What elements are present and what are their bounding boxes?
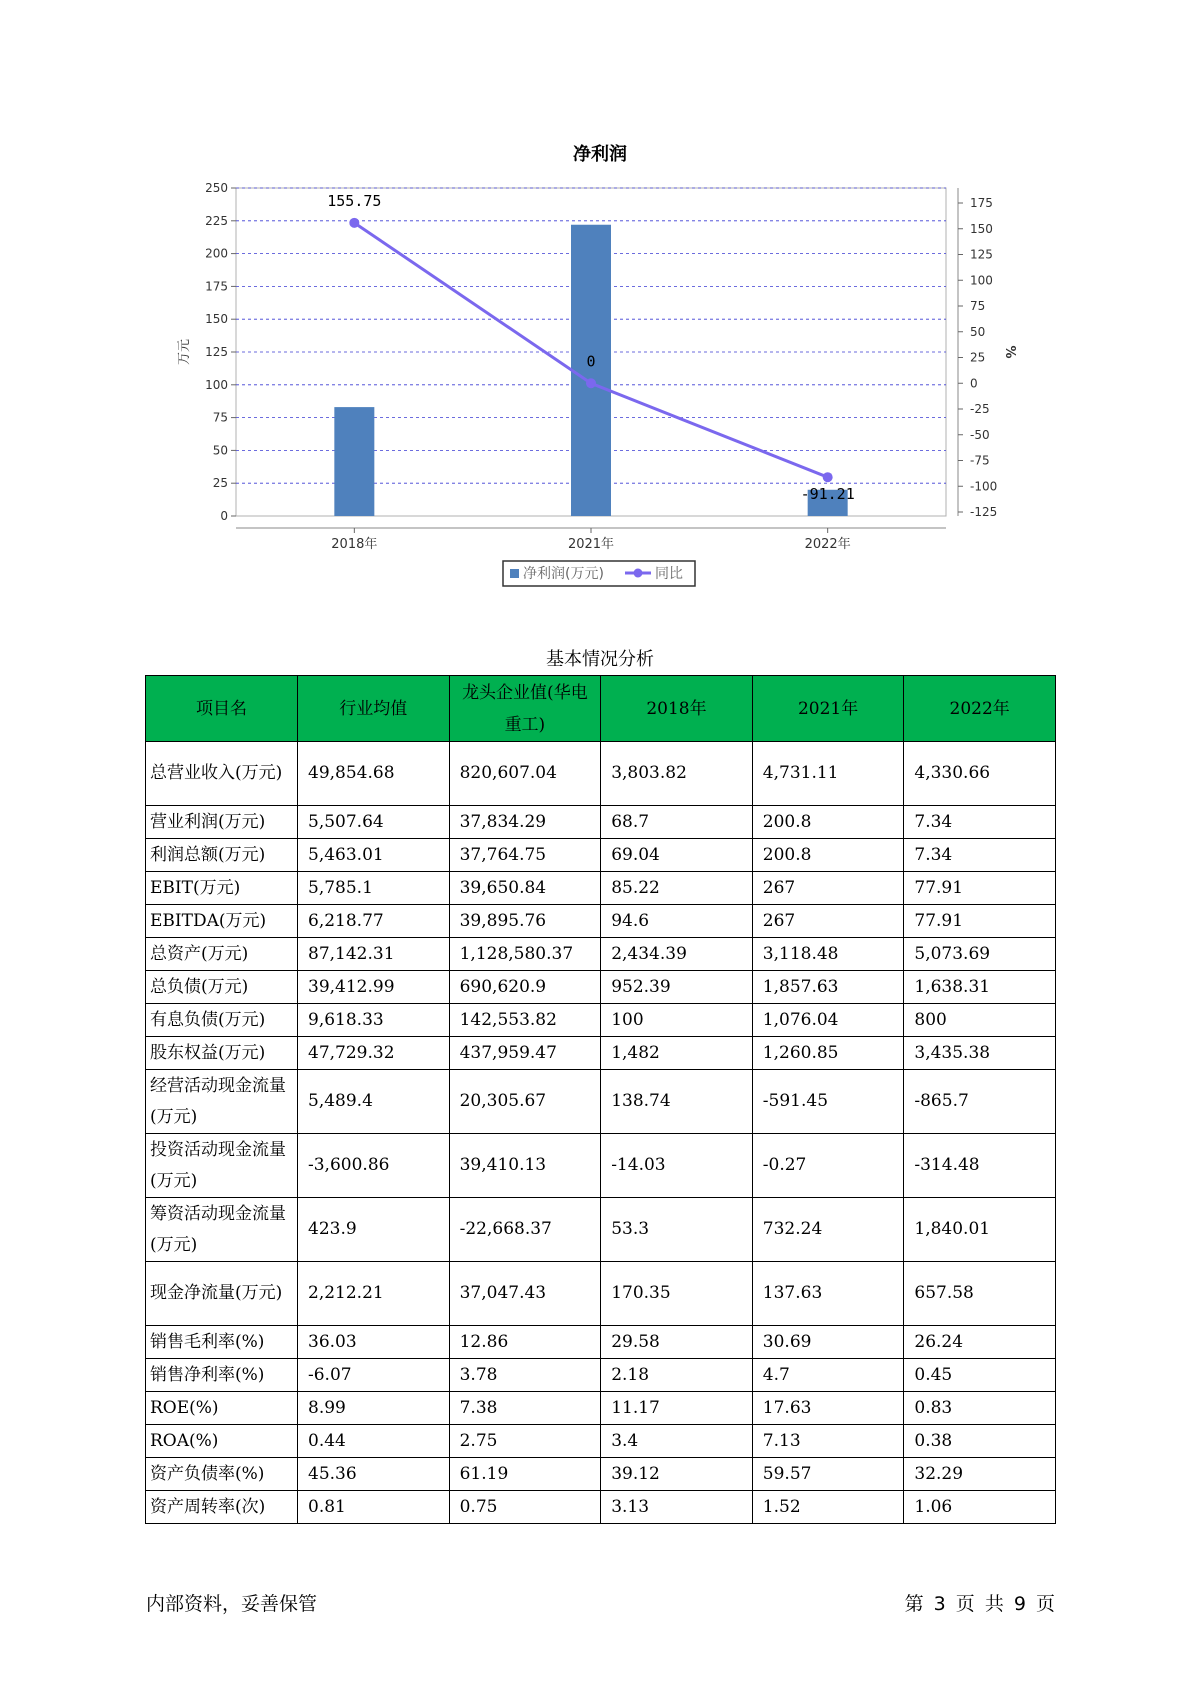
line-point: [586, 378, 596, 388]
value-cell: 39,410.13: [449, 1134, 601, 1198]
value-cell: 0.83: [904, 1392, 1056, 1425]
table-row: [146, 1037, 1056, 1070]
legend-swatch-bar: [510, 569, 519, 578]
value-cell: 267: [752, 905, 904, 938]
value-cell: 26.24: [904, 1326, 1056, 1359]
value-cell: 37,047.43: [449, 1262, 601, 1326]
value-cell: 12.86: [449, 1326, 601, 1359]
value-cell: 5,463.01: [298, 839, 450, 872]
value-cell: 3.4: [601, 1425, 753, 1458]
value-cell: 20,305.67: [449, 1070, 601, 1134]
y-axis-title: 万元: [177, 338, 192, 366]
table-row: [146, 1070, 1056, 1134]
value-cell: 732.24: [752, 1198, 904, 1262]
value-cell: 0.75: [449, 1491, 601, 1524]
data-label: -91.21: [800, 485, 855, 504]
bar: [334, 407, 374, 516]
right-tick-label: 50: [970, 324, 986, 339]
value-cell: 37,834.29: [449, 806, 601, 839]
table-row: [146, 1491, 1056, 1524]
x-tick-label: 2021年: [567, 537, 615, 552]
table-row: [146, 971, 1056, 1004]
header-leader-value: 龙头企业值(华电重工): [449, 676, 601, 742]
left-tick-label: 75: [212, 410, 228, 425]
table-row: [146, 742, 1056, 806]
value-cell: 952.39: [601, 971, 753, 1004]
data-label: 0: [586, 352, 596, 371]
value-cell: 7.34: [904, 806, 1056, 839]
value-cell: 9,618.33: [298, 1004, 450, 1037]
table-row: [146, 938, 1056, 971]
row-label-cell: 总营业收入(万元): [146, 742, 298, 806]
value-cell: 657.58: [904, 1262, 1056, 1326]
value-cell: -3,600.86: [298, 1134, 450, 1198]
value-cell: 2.18: [601, 1359, 753, 1392]
right-tick-label: 75: [970, 299, 986, 313]
value-cell: 47,729.32: [298, 1037, 450, 1070]
right-tick-label: -50: [970, 427, 990, 442]
value-cell: 0.45: [904, 1359, 1056, 1392]
right-tick-label: 100: [970, 273, 993, 288]
row-label-cell: ROE(%): [146, 1392, 298, 1425]
value-cell: 800: [904, 1004, 1056, 1037]
table-row: [146, 905, 1056, 938]
table-row: [146, 1004, 1056, 1037]
value-cell: 267: [752, 872, 904, 905]
value-cell: 68.7: [601, 806, 753, 839]
value-cell: 4,731.11: [752, 742, 904, 806]
value-cell: 7.34: [904, 839, 1056, 872]
value-cell: 39,895.76: [449, 905, 601, 938]
header-industry-avg: 行业均值: [298, 676, 450, 742]
right-tick-label: 125: [970, 247, 993, 262]
left-tick-label: 250: [205, 181, 228, 195]
x-tick-label: 2022年: [804, 537, 851, 552]
y2-axis-title: %: [1002, 345, 1017, 359]
value-cell: 437,959.47: [449, 1037, 601, 1070]
value-cell: -591.45: [752, 1070, 904, 1134]
chart-title: 净利润: [573, 144, 627, 165]
value-cell: 3,803.82: [601, 742, 753, 806]
value-cell: -14.03: [601, 1134, 753, 1198]
right-tick-label: 25: [970, 350, 986, 365]
value-cell: 1.52: [752, 1491, 904, 1524]
header-year-2021: 2021年: [752, 676, 904, 742]
value-cell: 2,434.39: [601, 938, 753, 971]
row-label-cell: 总负债(万元): [146, 971, 298, 1004]
value-cell: 77.91: [904, 872, 1056, 905]
left-tick-label: 225: [205, 213, 228, 228]
value-cell: 3.78: [449, 1359, 601, 1392]
right-tick-label: 175: [970, 196, 993, 210]
row-label-cell: 投资活动现金流量(万元): [146, 1134, 298, 1198]
value-cell: 7.38: [449, 1392, 601, 1425]
value-cell: -865.7: [904, 1070, 1056, 1134]
value-cell: 45.36: [298, 1458, 450, 1491]
value-cell: 2.75: [449, 1425, 601, 1458]
right-tick-label: 150: [970, 221, 993, 236]
value-cell: 200.8: [752, 839, 904, 872]
value-cell: 142,553.82: [449, 1004, 601, 1037]
bar: [571, 225, 611, 516]
value-cell: 200.8: [752, 806, 904, 839]
row-label-cell: 总资产(万元): [146, 938, 298, 971]
header-year-2018: 2018年: [601, 676, 753, 742]
value-cell: 690,620.9: [449, 971, 601, 1004]
value-cell: 85.22: [601, 872, 753, 905]
value-cell: 1,076.04: [752, 1004, 904, 1037]
table-row: [146, 1359, 1056, 1392]
data-label: 155.75: [327, 191, 382, 210]
value-cell: 69.04: [601, 839, 753, 872]
table-row: [146, 1458, 1056, 1491]
row-label-cell: 现金净流量(万元): [146, 1262, 298, 1326]
value-cell: 423.9: [298, 1198, 450, 1262]
value-cell: 138.74: [601, 1070, 753, 1134]
value-cell: 39,412.99: [298, 971, 450, 1004]
value-cell: 36.03: [298, 1326, 450, 1359]
table-row: [146, 1262, 1056, 1326]
basic-analysis-table: [145, 675, 1056, 1524]
value-cell: 0.38: [904, 1425, 1056, 1458]
net-profit-chart: [0, 0, 1191, 600]
legend-swatch-dot: [634, 569, 643, 578]
value-cell: 49,854.68: [298, 742, 450, 806]
value-cell: 39,650.84: [449, 872, 601, 905]
left-tick-label: 0: [220, 509, 228, 523]
table-row: [146, 806, 1056, 839]
value-cell: 6,218.77: [298, 905, 450, 938]
right-tick-label: -75: [970, 453, 990, 468]
value-cell: -22,668.37: [449, 1198, 601, 1262]
value-cell: 1,128,580.37: [449, 938, 601, 971]
table-row: [146, 1392, 1056, 1425]
row-label-cell: EBIT(万元): [146, 872, 298, 905]
value-cell: 7.13: [752, 1425, 904, 1458]
row-label-cell: ROA(%): [146, 1425, 298, 1458]
value-cell: 3,435.38: [904, 1037, 1056, 1070]
legend-label-bar: 净利润(万元): [523, 566, 604, 582]
value-cell: 11.17: [601, 1392, 753, 1425]
value-cell: 1,638.31: [904, 971, 1056, 1004]
value-cell: 100: [601, 1004, 753, 1037]
row-label-cell: 筹资活动现金流量(万元): [146, 1198, 298, 1262]
left-tick-label: 50: [212, 443, 228, 458]
value-cell: 53.3: [601, 1198, 753, 1262]
table-row: [146, 1425, 1056, 1458]
row-label-cell: 资产周转率(次): [146, 1491, 298, 1524]
value-cell: 59.57: [752, 1458, 904, 1491]
table-caption: 基本情况分析: [546, 649, 654, 670]
row-label-cell: 利润总额(万元): [146, 839, 298, 872]
table-row: [146, 1134, 1056, 1198]
value-cell: 137.63: [752, 1262, 904, 1326]
value-cell: 0.81: [298, 1491, 450, 1524]
value-cell: 5,073.69: [904, 938, 1056, 971]
right-tick-label: 0: [970, 376, 978, 391]
value-cell: 1,482: [601, 1037, 753, 1070]
row-label-cell: EBITDA(万元): [146, 905, 298, 938]
value-cell: 87,142.31: [298, 938, 450, 971]
right-tick-label: -100: [970, 479, 998, 494]
value-cell: 1.06: [904, 1491, 1056, 1524]
legend-label-line: 同比: [655, 566, 683, 582]
value-cell: 5,785.1: [298, 872, 450, 905]
footer-confidential-note: 内部资料，妥善保管: [146, 1593, 318, 1615]
value-cell: 29.58: [601, 1326, 753, 1359]
value-cell: 17.63: [752, 1392, 904, 1425]
footer-page-number: 第 3 页 共 9 页: [904, 1593, 1055, 1615]
value-cell: 39.12: [601, 1458, 753, 1491]
value-cell: 5,507.64: [298, 806, 450, 839]
value-cell: 3,118.48: [752, 938, 904, 971]
value-cell: 4.7: [752, 1359, 904, 1392]
left-tick-label: 100: [205, 377, 228, 392]
row-label-cell: 有息负债(万元): [146, 1004, 298, 1037]
header-item-name: 项目名: [146, 676, 298, 742]
value-cell: 2,212.21: [298, 1262, 450, 1326]
table-row: [146, 1326, 1056, 1359]
value-cell: 820,607.04: [449, 742, 601, 806]
value-cell: 1,857.63: [752, 971, 904, 1004]
value-cell: 8.99: [298, 1392, 450, 1425]
value-cell: 5,489.4: [298, 1070, 450, 1134]
x-tick-label: 2018年: [331, 537, 378, 552]
row-label-cell: 股东权益(万元): [146, 1037, 298, 1070]
value-cell: 1,840.01: [904, 1198, 1056, 1262]
table-row: [146, 1198, 1056, 1262]
value-cell: -314.48: [904, 1134, 1056, 1198]
value-cell: 4,330.66: [904, 742, 1056, 806]
header-year-2022: 2022年: [904, 676, 1056, 742]
left-tick-label: 150: [205, 312, 228, 327]
row-label-cell: 销售净利率(%): [146, 1359, 298, 1392]
row-label-cell: 销售毛利率(%): [146, 1326, 298, 1359]
row-label-cell: 经营活动现金流量(万元): [146, 1070, 298, 1134]
value-cell: 1,260.85: [752, 1037, 904, 1070]
value-cell: 3.13: [601, 1491, 753, 1524]
left-tick-label: 125: [205, 345, 228, 359]
right-tick-label: -25: [970, 402, 990, 416]
table-header-row: [146, 676, 1056, 742]
left-tick-label: 175: [205, 279, 228, 294]
chart-canvas: [0, 0, 1191, 600]
left-tick-label: 25: [212, 476, 228, 491]
value-cell: 170.35: [601, 1262, 753, 1326]
value-cell: 77.91: [904, 905, 1056, 938]
value-cell: -0.27: [752, 1134, 904, 1198]
value-cell: 30.69: [752, 1326, 904, 1359]
value-cell: 94.6: [601, 905, 753, 938]
value-cell: -6.07: [298, 1359, 450, 1392]
row-label-cell: 营业利润(万元): [146, 806, 298, 839]
left-tick-label: 200: [205, 246, 228, 261]
row-label-cell: 资产负债率(%): [146, 1458, 298, 1491]
line-point: [823, 472, 833, 482]
right-tick-label: -125: [970, 505, 998, 519]
value-cell: 0.44: [298, 1425, 450, 1458]
value-cell: 37,764.75: [449, 839, 601, 872]
table-row: [146, 872, 1056, 905]
value-cell: 32.29: [904, 1458, 1056, 1491]
value-cell: 61.19: [449, 1458, 601, 1491]
table-row: [146, 839, 1056, 872]
line-point: [349, 218, 359, 228]
